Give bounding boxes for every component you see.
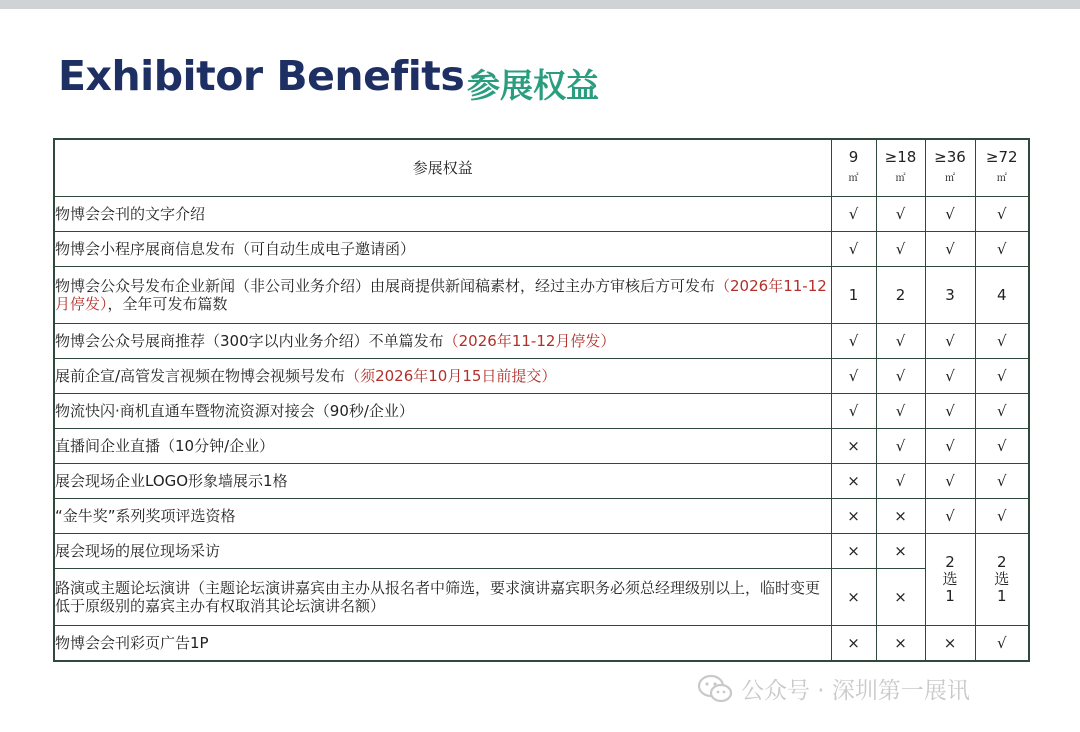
mark-cell: × xyxy=(831,626,876,662)
mark-cell: √ xyxy=(975,359,1029,394)
mark-cell: √ xyxy=(925,232,975,267)
desc-text: 展前企宣/高管发言视频在物博会视频号发布 xyxy=(55,367,346,385)
mark-cell: √ xyxy=(925,197,975,232)
mark-cell: √ xyxy=(831,394,876,429)
header-18sqm: ≥18 ㎡ xyxy=(876,139,925,197)
table-row xyxy=(54,267,1029,324)
wechat-icon xyxy=(697,674,733,704)
table-row xyxy=(54,534,1029,569)
desc-highlight: （须2026年10月15日前提交） xyxy=(345,367,557,385)
page-title-en: Exhibitor Benefits xyxy=(58,52,465,100)
mark-cell: × xyxy=(876,626,925,662)
mark-cell: √ xyxy=(925,429,975,464)
mark-cell: √ xyxy=(876,464,925,499)
mark-cell: × xyxy=(876,534,925,569)
benefit-desc: 展会现场企业LOGO形象墙展示1格 xyxy=(54,464,831,499)
mark-cell: √ xyxy=(975,394,1029,429)
benefit-desc: 路演或主题论坛演讲（主题论坛演讲嘉宾由主办从报名者中筛选，要求演讲嘉宾职务必须总经理级别以上，临时变更低于原级别的嘉宾主办有权取消其论坛演讲名额） xyxy=(54,569,831,626)
top-bar xyxy=(0,0,1080,9)
benefit-desc: 物博会小程序展商信息发布（可自动生成电子邀请函） xyxy=(54,232,831,267)
desc-text: ，全年可发布篇数 xyxy=(107,295,228,313)
mark-cell: √ xyxy=(975,197,1029,232)
mark-cell: × xyxy=(831,429,876,464)
mark-cell: √ xyxy=(831,232,876,267)
merged-choice-cell-72: 2选1 xyxy=(975,534,1029,626)
mark-cell: 3 xyxy=(925,267,975,324)
mark-cell: × xyxy=(831,499,876,534)
desc-highlight: （2026年11-12月停发） xyxy=(55,277,827,313)
watermark xyxy=(697,672,970,705)
mark-cell: √ xyxy=(876,429,925,464)
watermark-text: 公众号 · 深圳第一展讯 xyxy=(741,678,970,704)
mark-cell: √ xyxy=(925,464,975,499)
benefit-desc xyxy=(54,359,831,394)
benefit-desc xyxy=(54,267,831,324)
table-row xyxy=(54,394,1029,429)
mark-cell: × xyxy=(876,569,925,626)
mark-cell: × xyxy=(831,569,876,626)
table-row xyxy=(54,626,1029,662)
benefits-table xyxy=(53,138,1030,662)
desc-highlight: （2026年11-12月停发） xyxy=(443,332,616,350)
mark-cell: 1 xyxy=(831,267,876,324)
mark-cell: 2 xyxy=(876,267,925,324)
mark-cell: √ xyxy=(876,394,925,429)
table-row xyxy=(54,359,1029,394)
mark-cell: √ xyxy=(975,626,1029,662)
table-row xyxy=(54,324,1029,359)
mark-cell: √ xyxy=(925,324,975,359)
mark-cell: × xyxy=(831,534,876,569)
desc-text: 物博会公众号展商推荐（300字以内业务介绍）不单篇发布 xyxy=(55,332,444,350)
benefit-desc: 物博会会刊彩页广告1P xyxy=(54,626,831,662)
mark-cell: √ xyxy=(925,359,975,394)
mark-cell: √ xyxy=(975,232,1029,267)
mark-cell: √ xyxy=(975,429,1029,464)
table-row xyxy=(54,569,1029,626)
mark-cell: √ xyxy=(876,359,925,394)
header-72sqm: ≥72 ㎡ xyxy=(975,139,1029,197)
benefit-desc: 展会现场的展位现场采访 xyxy=(54,534,831,569)
mark-cell: √ xyxy=(925,394,975,429)
mark-cell: √ xyxy=(975,499,1029,534)
mark-cell: √ xyxy=(975,464,1029,499)
benefit-desc: 物流快闪·商机直通车暨物流资源对接会（90秒/企业） xyxy=(54,394,831,429)
mark-cell: 4 xyxy=(975,267,1029,324)
table-header-row xyxy=(54,139,1029,197)
header-36sqm: ≥36 ㎡ xyxy=(925,139,975,197)
table-row xyxy=(54,499,1029,534)
mark-cell: √ xyxy=(831,359,876,394)
merged-choice-cell-36: 2选1 xyxy=(925,534,975,626)
mark-cell: √ xyxy=(975,324,1029,359)
mark-cell: × xyxy=(925,626,975,662)
header-benefit: 参展权益 xyxy=(54,139,831,197)
benefit-desc xyxy=(54,324,831,359)
desc-text: 物博会公众号发布企业新闻（非公司业务介绍）由展商提供新闻稿素材，经过主办方审核后方可发布 xyxy=(55,277,716,295)
benefit-desc: “金牛奖”系列奖项评选资格 xyxy=(54,499,831,534)
mark-cell: √ xyxy=(876,232,925,267)
table-row xyxy=(54,197,1029,232)
mark-cell: × xyxy=(831,464,876,499)
mark-cell: × xyxy=(876,499,925,534)
mark-cell: √ xyxy=(925,499,975,534)
header-9sqm: 9 ㎡ xyxy=(831,139,876,197)
mark-cell: √ xyxy=(876,197,925,232)
mark-cell: √ xyxy=(831,197,876,232)
mark-cell: √ xyxy=(876,324,925,359)
table-row xyxy=(54,429,1029,464)
table-row xyxy=(54,464,1029,499)
table-row xyxy=(54,232,1029,267)
benefit-desc: 物博会会刊的文字介绍 xyxy=(54,197,831,232)
mark-cell: √ xyxy=(831,324,876,359)
benefit-desc: 直播间企业直播（10分钟/企业） xyxy=(54,429,831,464)
page-title-cn: 参展权益 xyxy=(467,66,599,105)
